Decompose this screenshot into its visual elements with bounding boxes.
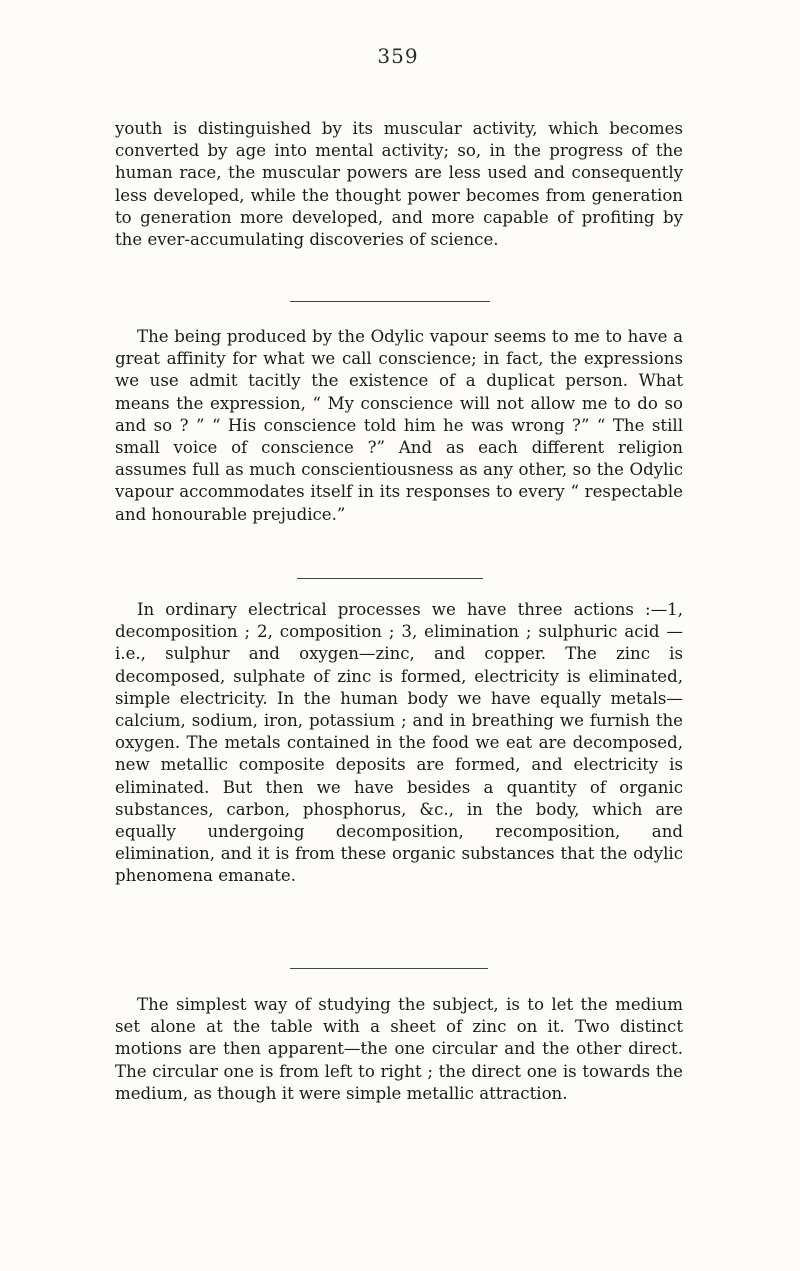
section-divider (297, 578, 483, 579)
paragraph-continuation: youth is distinguished by its muscular activity, which becomes converted by age into mental activity; so, in the progress of the human race, the muscular powers are less used and consequently less developed, while the thought power becomes from generation to generation more developed, and more capable of profiting by the ever-accumulating discoveries of science. (115, 119, 683, 250)
paragraph-electrical-processes: In ordinary electrical processes we have three actions :—1, decomposition ; 2, composition ; 3, elimination ; sulphuric acid —i.e., sulphur and oxygen—zinc, and copper. The zinc is decomposed, sulphate of zinc is formed, electricity is eliminated, simple electricity. In the human body we have equally metals—calcium, sodium, iron, potassium ; and in breathing we furnish the oxygen. The metals contained in the food we eat are decomposed, new metallic composite deposits are formed, and electricity is eliminated. But then we have besides a quantity of organic substances, carbon, phosphorus, &c., in the body, which are equally undergoing decomposition, recomposition, and elimination, and it is from these organic substances that the odylic phenomena emanate. (115, 600, 683, 886)
section-divider (290, 968, 488, 969)
page-number: 359 (377, 44, 419, 68)
paragraph-conscience: The being produced by the Odylic vapour seems to me to have a great affinity for what we call conscience; in fact, the expressions we use admit tacitly the existence of a duplicat person. What means the expression, “ My conscience will not allow me to do so and so ? ” “ His conscience told him he was wrong ?” “ The still small voice of conscience ?” And as each different religion assumes full as much conscientiousness as any other, so the Odylic vapour accommodates itself in its responses to every “ respectable and honourable prejudice.” (115, 327, 683, 524)
paragraph-studying-subject: The simplest way of studying the subject, is to let the medium set alone at the table with a sheet of zinc on it. Two distinct motions are then apparent—the one circular and the other direct. The circular one is from left to right ; the direct one is towards the medium, as though it were simple metallic attraction. (115, 995, 683, 1103)
section-divider (290, 301, 490, 302)
